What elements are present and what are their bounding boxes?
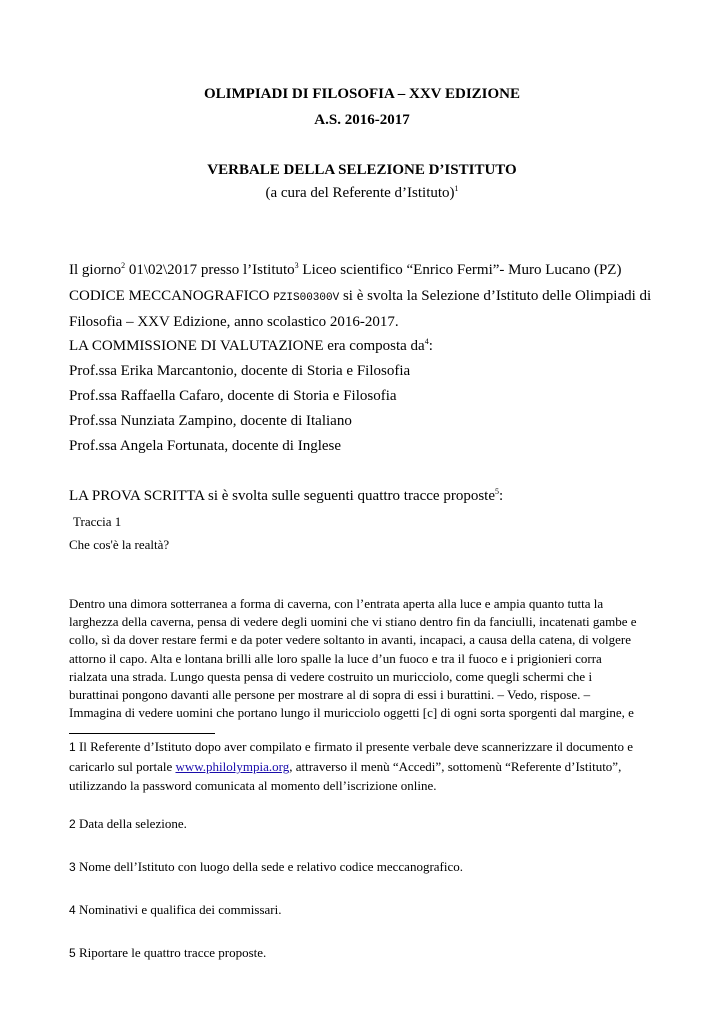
passage-line: larghezza della caverna, pensa di vedere degli uomini che vi stiano dentro fin da fanciulli, incatenati gambe e — [69, 614, 637, 630]
traccia-passage — [69, 595, 659, 722]
subtitle-referente: (a cura del Referente d’Istituto)$^1$ — [265, 184, 459, 201]
passage-line: Immagina di vedere uomini che portano lungo il muricciolo oggetti [c] di ogni sorta sporgenti dal margine, e — [69, 705, 634, 721]
footnote-2: 2 Data della selezione. — [69, 816, 187, 831]
footnote-ref-3[interactable]: 3 — [294, 261, 299, 270]
footnote-separator — [69, 733, 215, 734]
traccia-question: Che cos'è la realtà? — [69, 537, 170, 552]
body-line-filosofia: Filosofia – XXV Edizione, anno scolastico 2016-2017. — [69, 314, 399, 330]
commission-member: Prof.ssa Angela Fortunata, docente di Inglese — [69, 438, 342, 454]
passage-line: rialzata una strada. Lungo questa pensa di vedere costruito un muricciolo, come quegli schermi che i — [69, 668, 593, 684]
commission-member: Prof.ssa Erika Marcantonio, docente di Storia e Filosofia — [69, 363, 411, 379]
title-verbale: VERBALE DELLA SELEZIONE D’ISTITUTO — [207, 162, 517, 178]
body-line-prova: LA PROVA SCRITTA si è svolta sulle seguenti quattro tracce proposte$^5$: — [69, 487, 504, 504]
footnote-3: 3 Nome dell’Istituto con luogo della sede e relativo codice meccanografico. — [69, 859, 464, 874]
footnote-ref-2[interactable]: 2 — [121, 261, 126, 270]
codice-meccanografico: PZIS00300V — [273, 292, 340, 304]
commission-member: Prof.ssa Raffaella Cafaro, docente di Storia e Filosofia — [69, 388, 397, 404]
title-olimpiadi: OLIMPIADI DI FILOSOFIA – XXV EDIZIONE — [203, 86, 521, 102]
passage-line: Dentro una dimora sotterranea a forma di caverna, con l’entrata aperta alla luce e ampia quanto tutta la — [69, 596, 604, 611]
footnote-ref-4[interactable]: 4 — [424, 337, 429, 346]
body-line-giorno: Il giorno$^2$ 01\02\2017 presso l’Istituto$^3$ Liceo scientifico “Enrico Fermi”- Muro Lucano (PZ) — [69, 261, 622, 278]
passage-line: burattinai pongono davanti alle persone per mostrare al di sopra di essi i burattini. – Vedo, rispose. – — [69, 687, 591, 703]
footnote-5: 5 Riportare le quattro tracce proposte. — [69, 945, 267, 960]
title-anno-scolastico: A.S. 2016-2017 — [314, 112, 410, 128]
philolympia-link[interactable]: www.philolympia.org — [175, 759, 290, 774]
footnote-4: 4 Nominativi e qualifica dei commissari. — [69, 902, 282, 917]
passage-line: collo, sì da dover restare fermi e da poter vedere soltanto in avanti, incapaci, a causa della catena, di volgere — [69, 632, 631, 648]
footnote-ref-5[interactable]: 5 — [494, 487, 499, 496]
passage-line: attorno il capo. Alta e lontana brilli alle loro spalle la luce d’un fuoco e tra il fuoco e i prigionieri corra — [69, 650, 602, 666]
traccia-label: Traccia 1 — [73, 514, 122, 529]
footnote-ref-1[interactable]: 1 — [454, 184, 459, 193]
footnote-1: 1 Il Referente d’Istituto dopo aver compilato e firmato il presente verbale deve scannerizzare il documento e caricarlo sul portale www.philolympia.org, attraverso il menù “Accedi”, sottomenù “Referente d’Istituto”, utilizzando la password comunicata al momento dell’iscrizione online. — [69, 739, 634, 793]
body-line-commissione: LA COMMISSIONE DI VALUTAZIONE era composta $da^4$: — [69, 337, 433, 354]
body-line-codice: CODICE MECCANOGRAFICO PZIS00300V si è svolta la Selezione d’Istituto delle Olimpiadi di — [69, 288, 652, 304]
commission-member: Prof.ssa Nunziata Zampino, docente di Italiano — [69, 413, 352, 429]
